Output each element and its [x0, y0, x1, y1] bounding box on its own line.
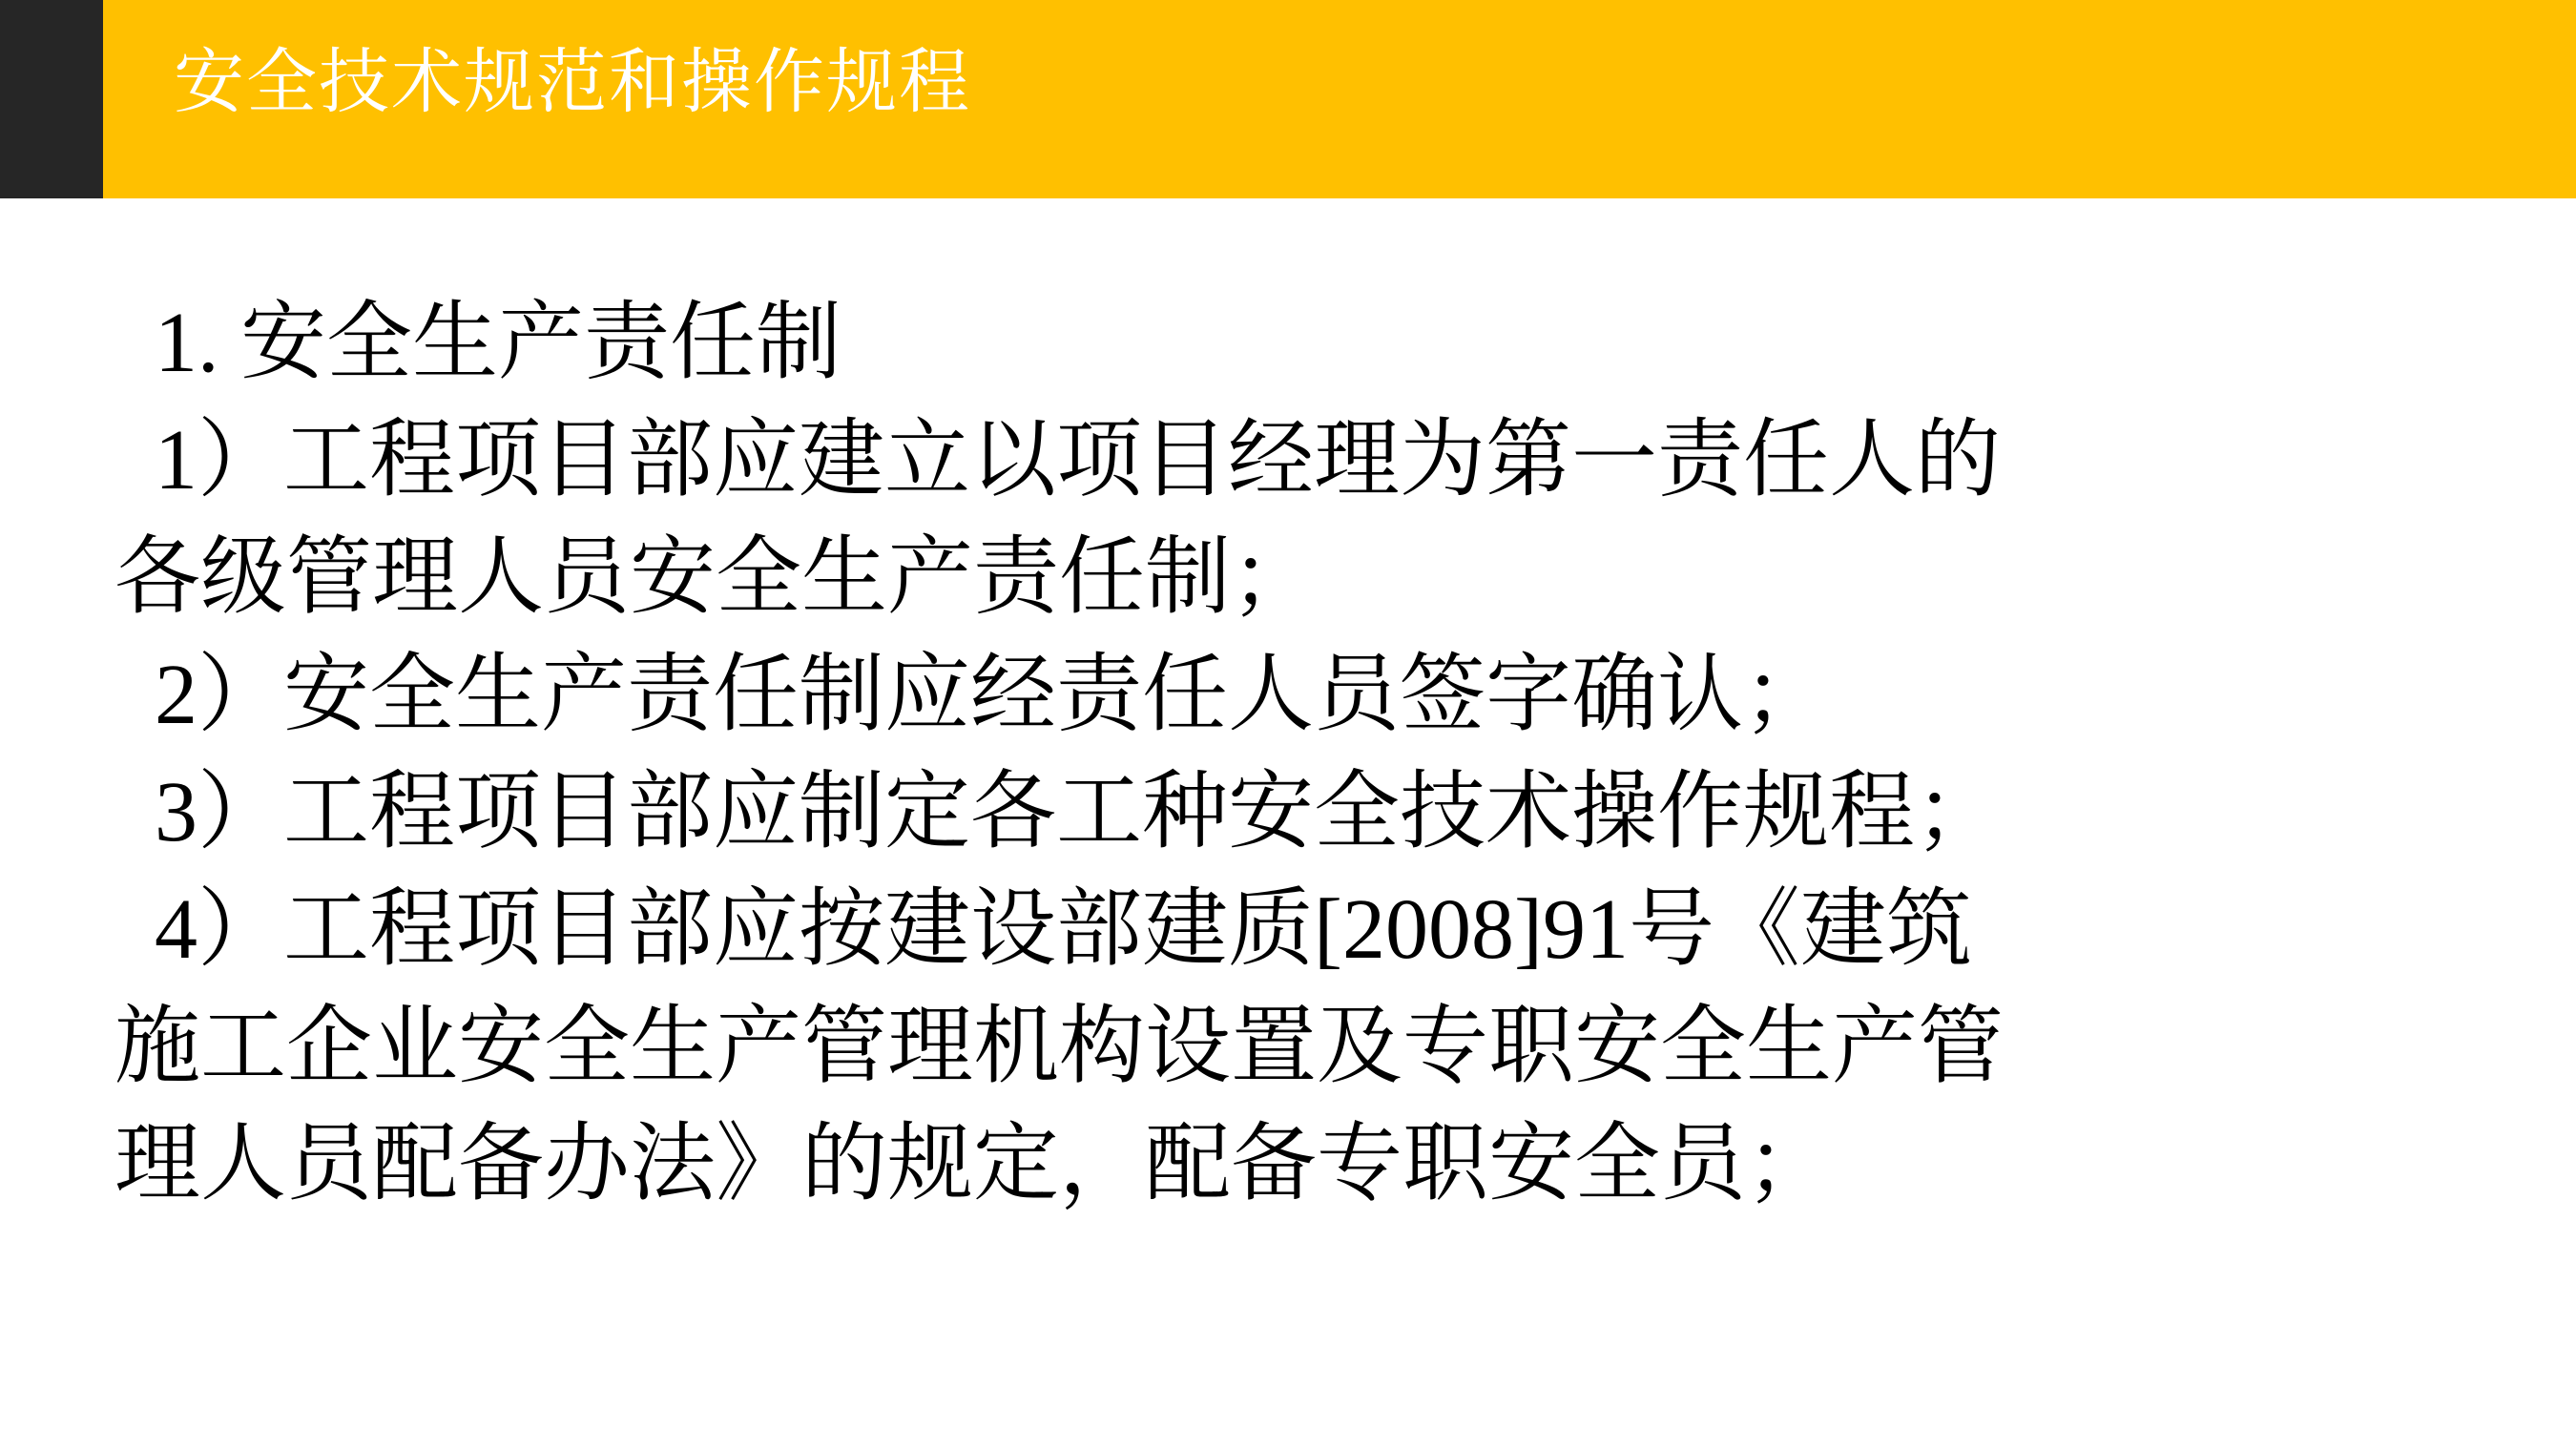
title-accent-block — [0, 0, 103, 198]
body-line: 各级管理人员安全生产责任制； — [114, 530, 1317, 625]
body-line: 4）工程项目部应按建设部建质[2008]91号《建筑 — [155, 882, 1972, 977]
body-line: 1. 安全生产责任制 — [155, 296, 841, 390]
slide-title: 安全技术规范和操作规程 — [174, 44, 971, 122]
body-line: 3）工程项目部应制定各工种安全技术操作规程； — [155, 765, 2001, 859]
body-line: 施工企业安全生产管理机构设置及专职安全生产管 — [114, 1000, 2004, 1094]
body-line: 1）工程项目部应建立以项目经理为第一责任人的 — [155, 413, 2001, 507]
body-line: 2）安全生产责任制应经责任人员签字确认； — [155, 648, 1829, 742]
body-line: 理人员配备办法》的规定，配备专职安全员； — [114, 1117, 1832, 1211]
slide-body — [0, 198, 2576, 1448]
title-bar — [0, 0, 2576, 198]
